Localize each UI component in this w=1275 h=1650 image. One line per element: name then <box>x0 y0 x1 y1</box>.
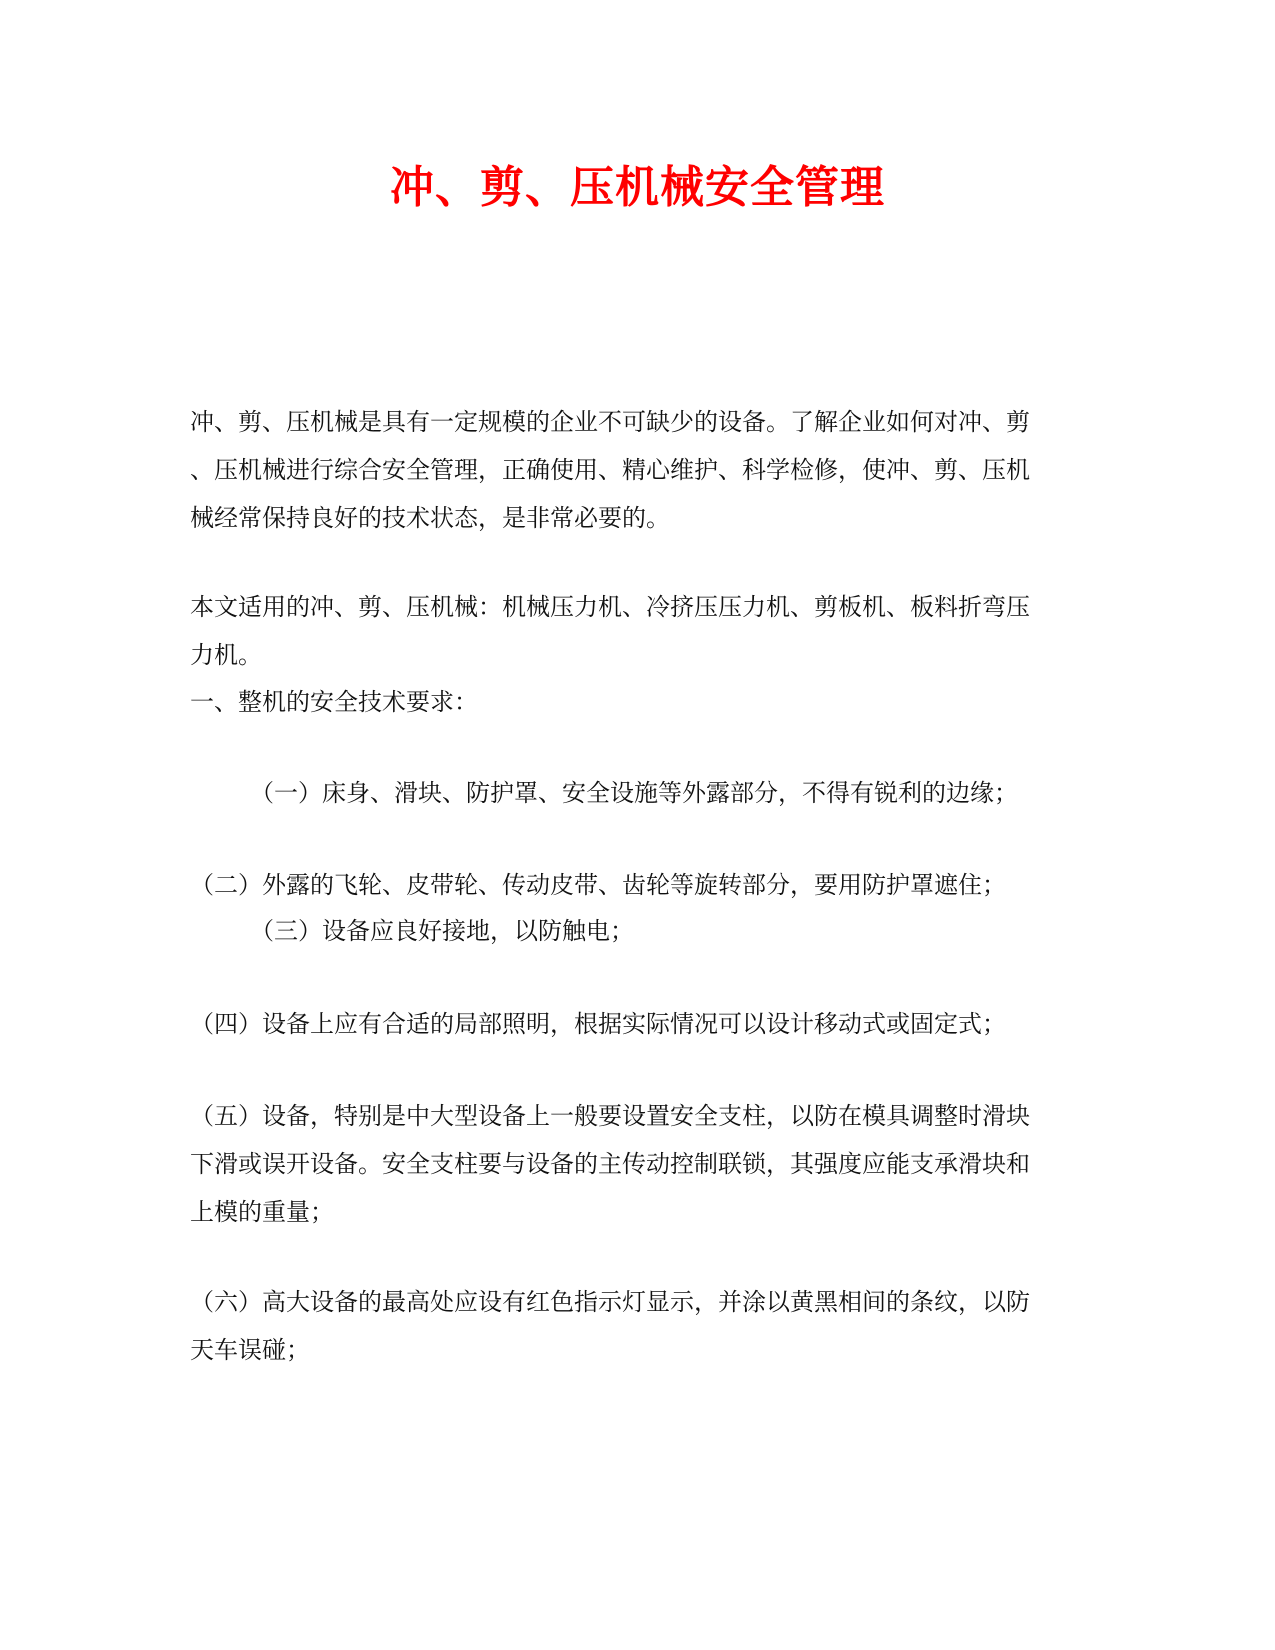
requirement-item-4 <box>190 1000 1070 1048</box>
requirement-item-5-line-3: 上模的重量； <box>190 1198 334 1226</box>
scope-line-2: 力机。 <box>190 641 262 669</box>
requirement-item-2-text: （二）外露的飞轮、皮带轮、传动皮带、齿轮等旋转部分，要用防护罩遮住； <box>190 871 1006 899</box>
requirement-item-6-line-1: （六）高大设备的最高处应设有红色指示灯显示，并涂以黄黑相间的条纹，以防 <box>190 1288 1030 1316</box>
section-heading <box>190 678 1070 726</box>
intro-line-3: 械经常保持良好的技术状态，是非常必要的。 <box>190 504 670 532</box>
intro-line-1: 冲、剪、压机械是具有一定规模的企业不可缺少的设备。了解企业如何对冲、剪 <box>190 408 1030 436</box>
document-title: 冲、剪、压机械安全管理 <box>390 162 885 213</box>
requirement-item-5-line-2: 下滑或误开设备。安全支柱要与设备的主传动控制联锁，其强度应能支承滑块和 <box>190 1150 1030 1178</box>
requirement-item-4-text: （四）设备上应有合适的局部照明，根据实际情况可以设计移动式或固定式； <box>190 1010 1006 1038</box>
requirement-item-6 <box>190 1278 1070 1374</box>
requirement-item-1 <box>250 769 1070 817</box>
requirement-item-5-line-1: （五）设备，特别是中大型设备上一般要设置安全支柱，以防在模具调整时滑块 <box>190 1102 1030 1130</box>
intro-paragraph <box>190 398 1070 542</box>
scope-paragraph <box>190 583 1070 679</box>
intro-line-2: 、压机械进行综合安全管理，正确使用、精心维护、科学检修，使冲、剪、压机 <box>190 456 1030 484</box>
scope-line-1: 本文适用的冲、剪、压机械：机械压力机、冷挤压压力机、剪板机、板料折弯压 <box>190 593 1030 621</box>
requirement-item-1-text: （一）床身、滑块、防护罩、安全设施等外露部分，不得有锐利的边缘； <box>250 779 1018 807</box>
requirement-item-2 <box>190 861 1070 909</box>
requirement-item-3-text: （三）设备应良好接地，以防触电； <box>250 917 634 945</box>
requirement-item-5 <box>190 1092 1070 1236</box>
section-heading-text: 一、整机的安全技术要求： <box>190 688 478 716</box>
requirement-item-6-line-2: 天车误碰； <box>190 1336 310 1364</box>
requirement-item-3 <box>250 907 1070 955</box>
